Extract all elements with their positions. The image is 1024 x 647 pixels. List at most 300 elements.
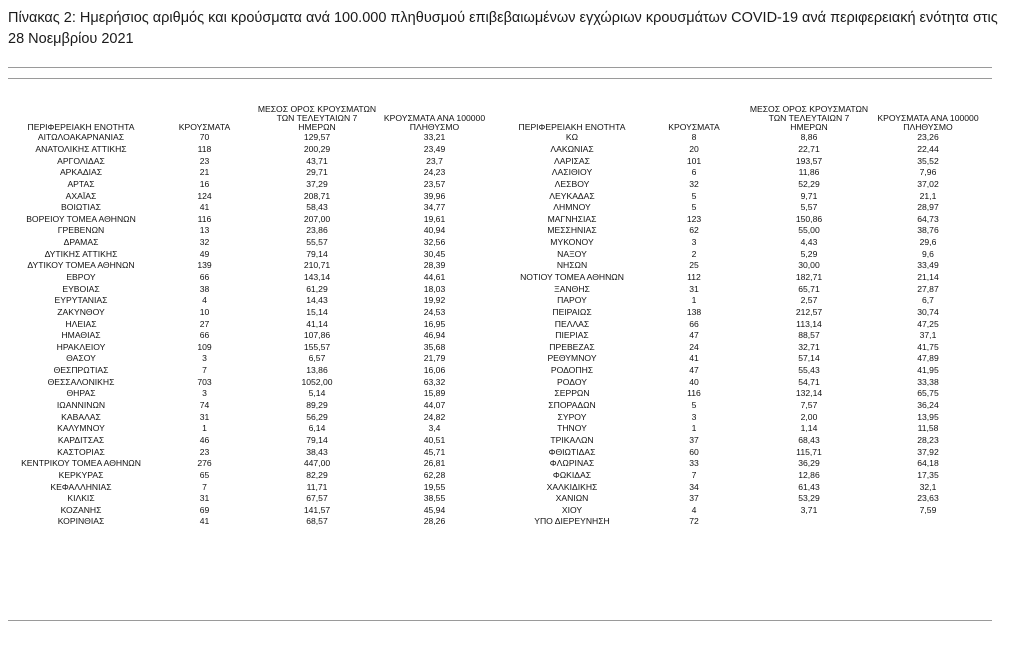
cell-per100k: 30,74	[917, 306, 939, 317]
table-row	[505, 260, 987, 272]
cell-region: ΚΕΝΤΡΙΚΟΥ ΤΟΜΕΑ ΑΘΗΝΩΝ	[21, 458, 141, 469]
cell-avg7: 68,43	[798, 434, 820, 445]
cell-per100k: 24,23	[423, 167, 446, 178]
cell-cases: 38	[199, 283, 210, 294]
cell-cases: 116	[197, 213, 212, 224]
cell-cases: 1	[691, 295, 697, 306]
cell-avg7: 61,43	[798, 481, 820, 492]
table-row	[10, 411, 492, 423]
cell-region: ΓΡΕΒΕΝΩΝ	[57, 225, 105, 236]
cell-region: ΛΕΥΚΑΔΑΣ	[549, 190, 595, 201]
cell-avg7: 67,57	[306, 493, 328, 504]
header-region: ΠΕΡΙΦΕΡΕΙΑΚΗ ΕΝΟΤΗΤΑ	[27, 122, 135, 132]
header-per100k: ΚΡΟΥΣΜΑΤΑ ΑΝΑ 100000 ΠΛΗΘΥΣΜΟ	[383, 113, 486, 132]
cell-region: ΝΑΞΟΥ	[557, 248, 587, 259]
cell-region: ΚΟΖΑΝΗΣ	[60, 504, 102, 515]
cell-cases: 40	[689, 376, 699, 387]
table-row	[10, 481, 492, 493]
cell-region: ΝΟΤΙΟΥ ΤΟΜΕΑ ΑΘΗΝΩΝ	[520, 272, 624, 282]
table-row	[505, 237, 987, 249]
cell-cases: 60	[689, 446, 699, 457]
cell-cases: 70	[199, 132, 210, 143]
cell-cases: 47	[689, 365, 699, 376]
cell-per100k: 24,53	[423, 306, 446, 317]
cell-cases: 8	[691, 132, 697, 143]
table-row	[505, 307, 987, 319]
cell-avg7: 212,57	[795, 306, 823, 317]
cell-avg7: 143,14	[303, 272, 331, 282]
cell-cases: 123	[686, 213, 702, 224]
cell-per100k: 40,94	[423, 225, 446, 236]
header-cases: ΚΡΟΥΣΜΑΤΑ	[668, 122, 720, 132]
table-row	[10, 225, 492, 237]
table-row	[505, 446, 987, 458]
table-row	[10, 342, 492, 354]
cell-per100k: 19,55	[423, 481, 446, 492]
table-row	[10, 272, 492, 284]
cell-avg7: 37,29	[306, 178, 328, 189]
cell-avg7: 89,29	[306, 400, 328, 411]
cell-avg7: 7,57	[800, 400, 818, 411]
cell-region: ΛΑΣΙΘΙΟΥ	[551, 167, 593, 178]
cell-cases: 31	[199, 493, 210, 504]
cell-avg7: 15,14	[306, 306, 328, 317]
cell-cases: 3	[691, 237, 697, 248]
cell-avg7: 11,86	[798, 167, 820, 178]
table-row	[10, 260, 492, 272]
cell-avg7: 55,43	[798, 365, 820, 376]
cell-per100k: 28,23	[917, 434, 939, 445]
cell-cases: 66	[689, 318, 699, 329]
cell-per100k: 23,49	[423, 143, 446, 154]
cell-per100k: 23,7	[426, 155, 443, 166]
cell-region: ΚΙΛΚΙΣ	[67, 493, 95, 504]
table-row	[505, 283, 987, 295]
cell-region: ΦΩΚΙΔΑΣ	[552, 469, 592, 480]
cell-per100k: 28,97	[917, 202, 939, 213]
cell-region: ΣΥΡΟΥ	[557, 411, 587, 422]
cell-avg7: 22,71	[798, 143, 820, 154]
table-row	[505, 376, 987, 388]
cell-cases: 3	[202, 388, 207, 399]
table-row	[505, 516, 987, 528]
table-row	[10, 516, 492, 528]
cell-avg7: 36,29	[798, 458, 820, 469]
table-row	[505, 388, 987, 400]
cell-region: ΗΡΑΚΛΕΙΟΥ	[56, 341, 106, 352]
cell-avg7: 61,29	[306, 283, 328, 294]
cell-per100k: 16,06	[423, 365, 446, 376]
cell-avg7: 29,71	[306, 167, 328, 178]
cell-region: ΚΑΣΤΟΡΙΑΣ	[57, 446, 105, 457]
cell-cases: 72	[689, 516, 699, 527]
cell-per100k: 38,76	[917, 225, 939, 236]
table-row	[10, 155, 492, 167]
cell-avg7: 2,00	[800, 411, 818, 422]
cell-avg7: 1052,00	[301, 376, 333, 387]
cell-per100k: 63,32	[423, 376, 446, 387]
cell-region: ΠΑΡΟΥ	[557, 295, 587, 306]
table-row	[10, 179, 492, 191]
right-table-header	[505, 88, 987, 132]
table-row	[505, 458, 987, 470]
cell-per100k: 6,7	[922, 295, 934, 306]
table-row	[505, 411, 987, 423]
cell-avg7: 150,86	[795, 213, 823, 224]
table-row	[10, 213, 492, 225]
cell-per100k: 22,44	[917, 143, 939, 154]
cell-region: ΥΠΟ ΔΙΕΡΕΥΝΗΣΗ	[534, 516, 610, 527]
cell-avg7: 23,86	[306, 225, 328, 236]
cell-cases: 7	[691, 469, 697, 480]
header-per100k: ΚΡΟΥΣΜΑΤΑ ΑΝΑ 100000 ΠΛΗΘΥΣΜΟ	[877, 113, 979, 132]
cell-avg7: 11,71	[306, 481, 328, 492]
cell-avg7: 53,29	[798, 493, 820, 504]
cell-per100k: 27,87	[917, 283, 939, 294]
cell-region: ΘΕΣΣΑΛΟΝΙΚΗΣ	[47, 376, 115, 387]
cell-cases: 47	[689, 330, 699, 341]
cell-avg7: 208,71	[303, 190, 331, 201]
cell-cases: 276	[197, 458, 212, 469]
left-table-body	[10, 132, 492, 528]
table-row	[10, 470, 492, 482]
cell-avg7: 129,57	[303, 132, 331, 143]
cell-cases: 23	[199, 155, 210, 166]
cell-region: ΚΩ	[565, 132, 579, 143]
cell-avg7: 32,71	[798, 341, 820, 352]
cell-avg7: 54,71	[798, 376, 820, 387]
cell-avg7: 38,43	[306, 446, 328, 457]
cell-per100k: 40,51	[423, 434, 446, 445]
cell-avg7: 182,71	[795, 272, 823, 282]
cell-per100k: 34,77	[423, 202, 446, 213]
cell-avg7: 132,14	[795, 388, 823, 399]
cell-avg7: 5,29	[800, 248, 818, 259]
cell-cases: 31	[199, 411, 210, 422]
table-row	[10, 190, 492, 202]
cell-per100k: 36,24	[917, 400, 939, 411]
table-row	[505, 272, 987, 284]
table-row	[505, 213, 987, 225]
table-row	[10, 283, 492, 295]
cell-region: ΑΙΤΩΛΟΑΚΑΡΝΑΝΙΑΣ	[37, 132, 125, 143]
cell-cases: 41	[199, 516, 210, 527]
cell-avg7: 82,29	[306, 469, 328, 480]
cell-per100k: 33,38	[917, 376, 939, 387]
cell-region: ΧΑΝΙΩΝ	[555, 493, 589, 504]
cell-per100k: 33,49	[917, 260, 939, 271]
cell-per100k: 26,81	[423, 458, 446, 469]
cell-region: ΦΛΩΡΙΝΑΣ	[549, 458, 595, 469]
cell-region: ΘΑΣΟΥ	[66, 353, 96, 364]
cell-region: ΑΡΓΟΛΙΔΑΣ	[57, 155, 105, 166]
cell-region: ΒΟΙΩΤΙΑΣ	[61, 202, 101, 213]
cell-cases: 33	[689, 458, 699, 469]
cell-per100k: 32,1	[919, 481, 937, 492]
table-row	[10, 388, 492, 400]
table-row	[10, 237, 492, 249]
cell-cases: 5	[691, 400, 697, 411]
cell-cases: 116	[687, 388, 701, 399]
cell-cases: 41	[199, 202, 210, 213]
cell-cases: 34	[689, 481, 699, 492]
table-row	[10, 144, 492, 156]
cell-region: ΜΕΣΣΗΝΙΑΣ	[547, 225, 597, 236]
cell-cases: 139	[197, 260, 212, 271]
table-row	[10, 446, 492, 458]
cell-avg7: 141,57	[303, 504, 331, 515]
cell-avg7: 5,57	[800, 202, 818, 213]
cell-cases: 7	[202, 365, 207, 376]
cell-region: ΔΡΑΜΑΣ	[63, 237, 99, 248]
cell-avg7: 13,86	[306, 365, 328, 376]
cell-avg7: 6,57	[308, 353, 326, 364]
cell-avg7: 447,00	[303, 458, 331, 469]
cell-per100k: 21,79	[423, 353, 446, 364]
cell-per100k: 45,94	[423, 504, 446, 515]
cell-cases: 703	[197, 376, 212, 387]
cell-per100k: 23,26	[917, 132, 939, 143]
cell-per100k: 37,02	[917, 178, 939, 189]
cell-per100k: 21,14	[917, 272, 939, 282]
cell-cases: 27	[199, 318, 210, 329]
cell-cases: 124	[197, 190, 212, 201]
cell-per100k: 37,92	[917, 446, 939, 457]
cell-region: ΘΗΡΑΣ	[66, 388, 96, 399]
cell-avg7: 68,57	[306, 516, 328, 527]
cell-region: ΚΕΦΑΛΛΗΝΙΑΣ	[50, 481, 112, 492]
cell-cases: 112	[687, 272, 701, 282]
cell-region: ΛΑΡΙΣΑΣ	[554, 155, 590, 166]
cell-region: ΕΒΡΟΥ	[66, 272, 96, 282]
cell-per100k: 28,39	[423, 260, 446, 271]
cell-avg7: 58,43	[306, 202, 328, 213]
cell-avg7: 56,29	[306, 411, 328, 422]
table-row	[10, 493, 492, 505]
table-row	[505, 342, 987, 354]
cell-cases: 6	[691, 167, 697, 178]
table-row	[505, 423, 987, 435]
cell-cases: 62	[689, 225, 699, 236]
cell-avg7: 43,71	[306, 155, 328, 166]
cell-cases: 109	[197, 341, 212, 352]
header-avg7: ΜΕΣΟΣ ΟΡΟΣ ΚΡΟΥΣΜΑΤΩΝ ΤΩΝ ΤΕΛΕΥΤΑΙΩΝ 7 ΗΜΕΡΩΝ	[749, 104, 869, 132]
cell-avg7: 207,00	[303, 213, 331, 224]
table-row	[10, 435, 492, 447]
cell-region: ΜΥΚΟΝΟΥ	[550, 237, 594, 248]
cell-region: ΝΗΣΩΝ	[556, 260, 588, 271]
cell-avg7: 210,71	[303, 260, 331, 271]
cell-region: ΣΠΟΡΑΔΩΝ	[548, 400, 596, 411]
cell-cases: 69	[199, 504, 210, 515]
table-row	[505, 295, 987, 307]
cell-per100k: 15,89	[423, 388, 446, 399]
cell-region: ΚΑΡΔΙΤΣΑΣ	[57, 434, 105, 445]
cell-region: ΑΧΑΪΑΣ	[65, 190, 97, 201]
cell-avg7: 52,29	[798, 178, 820, 189]
table-row	[505, 144, 987, 156]
cell-region: ΔΥΤΙΚΗΣ ΑΤΤΙΚΗΣ	[44, 248, 118, 259]
cell-per100k: 41,95	[917, 365, 939, 376]
cell-per100k: 45,71	[423, 446, 446, 457]
cell-region: ΚΟΡΙΝΘΙΑΣ	[57, 516, 105, 527]
table-row	[10, 376, 492, 388]
cell-cases: 46	[199, 434, 210, 445]
cell-cases: 23	[199, 446, 210, 457]
cell-per100k: 47,89	[917, 353, 939, 364]
table-row	[505, 353, 987, 365]
cell-avg7: 113,14	[796, 318, 822, 329]
cell-region: ΙΩΑΝΝΙΝΩΝ	[56, 400, 106, 411]
cell-per100k: 65,75	[917, 388, 939, 399]
cell-per100k: 17,35	[917, 469, 939, 480]
left-table-header	[10, 88, 492, 132]
cell-per100k: 18,03	[423, 283, 446, 294]
cell-per100k: 35,52	[917, 155, 939, 166]
cell-cases: 31	[689, 283, 699, 294]
cell-region: ΑΡΤΑΣ	[67, 178, 95, 189]
cell-region: ΡΟΔΟΠΗΣ	[550, 365, 594, 376]
cell-per100k: 7,96	[919, 167, 937, 178]
cell-cases: 13	[199, 225, 210, 236]
divider	[8, 78, 992, 79]
table-row	[505, 167, 987, 179]
table-row	[10, 330, 492, 342]
cell-per100k: 38,55	[423, 493, 446, 504]
cell-avg7: 14,43	[306, 295, 328, 306]
cell-cases: 3	[691, 411, 697, 422]
divider	[8, 67, 992, 68]
header-cases: ΚΡΟΥΣΜΑΤΑ	[178, 122, 231, 132]
cell-cases: 3	[202, 353, 207, 364]
cell-avg7: 8,86	[800, 132, 818, 143]
cell-region: ΒΟΡΕΙΟΥ ΤΟΜΕΑ ΑΘΗΝΩΝ	[26, 213, 136, 224]
cell-region: ΘΕΣΠΡΩΤΙΑΣ	[53, 365, 109, 376]
cell-cases: 37	[689, 493, 699, 504]
table-row	[505, 435, 987, 447]
cell-cases: 49	[199, 248, 210, 259]
cell-per100k: 64,73	[917, 213, 939, 224]
cell-avg7: 200,29	[303, 143, 331, 154]
cell-region: ΚΑΒΑΛΑΣ	[61, 411, 101, 422]
cell-per100k: 13,95	[917, 411, 939, 422]
cell-cases: 5	[691, 190, 697, 201]
table-row	[505, 225, 987, 237]
cell-cases: 101	[686, 155, 702, 166]
header-avg7: ΜΕΣΟΣ ΟΡΟΣ ΚΡΟΥΣΜΑΤΩΝ ΤΩΝ ΤΕΛΕΥΤΑΙΩΝ 7 ΗΜΕΡΩΝ	[257, 104, 377, 132]
table-row	[505, 493, 987, 505]
divider	[8, 620, 992, 621]
cell-per100k: 24,82	[423, 411, 446, 422]
cell-cases: 32	[689, 178, 699, 189]
cell-avg7: 79,14	[306, 434, 328, 445]
cell-region: ΠΕΛΛΑΣ	[554, 318, 590, 329]
cell-per100k: 28,26	[423, 516, 446, 527]
table-row	[10, 132, 492, 144]
cell-region: ΣΕΡΡΩΝ	[554, 388, 590, 399]
cell-avg7: 88,57	[798, 330, 820, 341]
cell-avg7: 155,57	[303, 341, 331, 352]
cell-region: ΖΑΚΥΝΘΟΥ	[57, 306, 105, 317]
table-row	[10, 202, 492, 214]
cell-avg7: 5,14	[308, 388, 326, 399]
cell-cases: 24	[689, 341, 699, 352]
cell-region: ΦΘΙΩΤΙΔΑΣ	[548, 446, 596, 457]
cell-per100k: 33,21	[423, 132, 446, 143]
cell-avg7: 3,71	[800, 504, 818, 515]
table-row	[10, 318, 492, 330]
cell-avg7: 4,43	[800, 237, 818, 248]
table-row	[505, 470, 987, 482]
cell-per100k: 7,59	[919, 504, 937, 515]
cell-per100k: 47,25	[917, 318, 939, 329]
cell-cases: 2	[691, 248, 697, 259]
cell-avg7: 55,57	[306, 237, 328, 248]
cell-region: ΛΗΜΝΟΥ	[553, 202, 591, 213]
cell-region: ΛΕΣΒΟΥ	[554, 178, 590, 189]
cell-cases: 1	[691, 423, 697, 434]
cell-per100k: 9,6	[922, 248, 934, 259]
cell-region: ΕΥΡΥΤΑΝΙΑΣ	[54, 295, 108, 306]
cell-per100k: 37,1	[919, 330, 937, 341]
cell-cases: 10	[199, 306, 210, 317]
table-row	[505, 318, 987, 330]
table-row	[10, 423, 492, 435]
cell-avg7: 65,71	[798, 283, 820, 294]
table-row	[505, 365, 987, 377]
cell-cases: 25	[689, 260, 699, 271]
right-table-body	[505, 132, 987, 528]
cell-region: ΞΑΝΘΗΣ	[554, 283, 590, 294]
table-row	[10, 295, 492, 307]
cell-per100k: 23,57	[423, 178, 446, 189]
cell-avg7: 107,86	[303, 330, 331, 341]
cell-per100k: 29,6	[919, 237, 937, 248]
table-row	[505, 190, 987, 202]
cell-avg7: 115,71	[796, 446, 822, 457]
cell-region: ΕΥΒΟΙΑΣ	[62, 283, 100, 294]
cell-region: ΗΛΕΙΑΣ	[65, 318, 97, 329]
cell-avg7: 9,71	[800, 190, 818, 201]
table-title: Πίνακας 2: Ημερήσιος αριθμός και κρούσματα ανά 100.000 πληθυσμού επιβεβαιωμένων εγχώριων κρουσμάτων COVID-19 ανά περιφερειακή ενότητα στις 28 Νοεμβρίου 2021	[8, 10, 998, 47]
cell-per100k: 19,61	[423, 213, 446, 224]
table-row	[505, 400, 987, 412]
cell-region: ΧΙΟΥ	[561, 504, 583, 515]
left-table	[10, 88, 492, 528]
cell-per100k: 46,94	[423, 330, 446, 341]
table-row	[10, 365, 492, 377]
cell-region: ΚΕΡΚΥΡΑΣ	[58, 469, 104, 480]
cell-region: ΑΝΑΤΟΛΙΚΗΣ ΑΤΤΙΚΗΣ	[35, 143, 127, 154]
cell-avg7: 55,00	[798, 225, 820, 236]
cell-cases: 5	[691, 202, 697, 213]
cell-region: ΧΑΛΚΙΔΙΚΗΣ	[546, 481, 598, 492]
cell-region: ΔΥΤΙΚΟΥ ΤΟΜΕΑ ΑΘΗΝΩΝ	[27, 260, 135, 271]
cell-cases: 118	[197, 143, 212, 154]
table-row	[505, 248, 987, 260]
cell-per100k: 32,56	[423, 237, 446, 248]
table-row	[505, 330, 987, 342]
cell-cases: 66	[199, 330, 210, 341]
cell-cases: 74	[199, 400, 210, 411]
cell-per100k: 44,07	[423, 400, 446, 411]
cell-avg7: 41,14	[306, 318, 328, 329]
cell-avg7: 57,14	[798, 353, 820, 364]
cell-avg7: 79,14	[306, 248, 328, 259]
cell-avg7: 30,00	[798, 260, 820, 271]
cell-cases: 4	[202, 295, 207, 306]
cell-cases: 138	[686, 306, 702, 317]
